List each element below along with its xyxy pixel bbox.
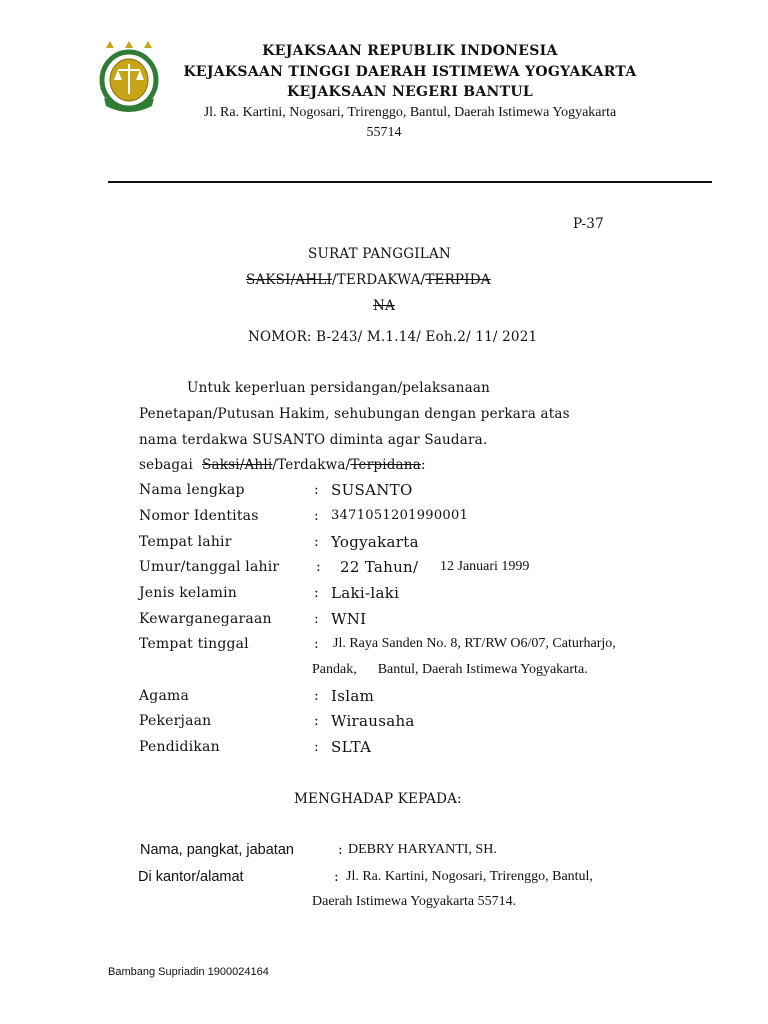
tempat-lahir-value: Yogyakarta	[331, 533, 419, 551]
identitas-colon: :	[314, 508, 319, 524]
tempat-tinggal-label: Tempat tinggal	[139, 636, 249, 652]
jenis-kelamin-colon: :	[314, 585, 319, 601]
header-line-2: KEJAKSAAN TINGGI DAERAH ISTIMEWA YOGYAKARTA	[183, 64, 637, 80]
header-postal-code: 55714	[366, 125, 402, 140]
agama-colon: :	[314, 688, 319, 704]
intro-line-4	[139, 457, 426, 473]
pekerjaan-label: Pekerjaan	[139, 713, 212, 729]
agama-value: Islam	[331, 687, 375, 705]
subtitle-continuation	[373, 298, 395, 314]
pekerjaan-colon: :	[314, 713, 319, 729]
kepada-kantor-colon: :	[334, 869, 339, 885]
jenis-kelamin-label: Jenis kelamin	[139, 585, 237, 601]
intro-sebagai: sebagai	[139, 457, 194, 473]
intro-line-1: Untuk keperluan persidangan/pelaksanaan	[187, 380, 491, 396]
intro-line-2: Penetapan/Putusan Hakim, sehubungan dengan perkara atas	[139, 406, 570, 422]
tempat-lahir-colon: :	[314, 534, 319, 550]
kepada-nama-label: Nama, pangkat, jabatan	[140, 842, 294, 858]
header-line-3: KEJAKSAAN NEGERI BANTUL	[286, 84, 533, 100]
nama-label: Nama lengkap	[139, 482, 245, 498]
header-address: Jl. Ra. Kartini, Nogosari, Trirenggo, Bantul, Daerah Istimewa Yogyakarta	[203, 105, 617, 120]
document-subtitle	[246, 272, 491, 288]
header-divider	[108, 181, 712, 183]
pendidikan-label: Pendidikan	[139, 739, 220, 755]
umur-value: 22 Tahun/	[340, 558, 419, 576]
umur-label: Umur/tanggal lahir	[139, 559, 280, 575]
document-title: SURAT PANGGILAN	[308, 246, 451, 262]
pendidikan-value: SLTA	[331, 738, 372, 756]
pekerjaan-value: Wirausaha	[331, 712, 415, 730]
document-code: P-37	[573, 216, 604, 232]
kewarganegaraan-value: WNI	[331, 610, 367, 628]
agama-label: Agama	[139, 688, 190, 704]
intro-colon: :	[420, 457, 426, 473]
kejaksaan-emblem-icon	[94, 40, 164, 116]
jenis-kelamin-value: Laki-laki	[331, 584, 400, 602]
kepada-nama-value: DEBRY HARYANTI, SH.	[348, 842, 497, 857]
intro-struck-terpidana: Terpidana	[350, 457, 421, 473]
pendidikan-colon: :	[314, 739, 319, 755]
tempat-tinggal-colon: :	[314, 636, 319, 652]
tempat-tinggal-value-2: Pandak, Bantul, Daerah Istimewa Yogyakarta.	[312, 662, 588, 677]
identitas-value: 3471051201990001	[331, 508, 469, 523]
menghadap-heading: MENGHADAP KEPADA:	[294, 791, 462, 807]
author-signature: Bambang Supriadin 1900024164	[108, 966, 269, 978]
subtitle-struck-saksi: SAKSI/AHLI	[246, 272, 333, 288]
intro-struck-saksi: Saksi/Ahli	[202, 457, 273, 473]
intro-terdakwa: /Terdakwa/	[272, 457, 351, 473]
nama-colon: :	[314, 482, 319, 498]
tempat-lahir-label: Tempat lahir	[139, 534, 232, 550]
subtitle-struck-na: NA	[373, 298, 395, 314]
nama-value: SUSANTO	[331, 481, 413, 499]
document-number: NOMOR: B-243/ M.1.14/ Eoh.2/ 11/ 2021	[248, 329, 538, 345]
identitas-label: Nomor Identitas	[139, 508, 259, 524]
intro-line-3: nama terdakwa SUSANTO diminta agar Saudara.	[139, 432, 488, 448]
kepada-nama-colon: :	[338, 842, 343, 858]
kewarganegaraan-colon: :	[314, 611, 319, 627]
tanggal-lahir-value: 12 Januari 1999	[440, 559, 530, 574]
subtitle-struck-terpida: TERPIDA	[425, 272, 491, 288]
kewarganegaraan-label: Kewarganegaraan	[139, 611, 272, 627]
kepada-kantor-value-2: Daerah Istimewa Yogyakarta 55714.	[312, 894, 517, 909]
header-line-1: KEJAKSAAN REPUBLIK INDONESIA	[262, 43, 558, 59]
umur-colon: :	[316, 559, 321, 575]
tempat-tinggal-value-1: Jl. Raya Sanden No. 8, RT/RW O6/07, Caturharjo,	[333, 636, 616, 651]
kepada-kantor-value-1: Jl. Ra. Kartini, Nogosari, Trirenggo, Bantul,	[346, 869, 593, 884]
subtitle-terdakwa: /TERDAKWA/	[332, 272, 426, 288]
kepada-kantor-label: Di kantor/alamat	[138, 869, 244, 885]
